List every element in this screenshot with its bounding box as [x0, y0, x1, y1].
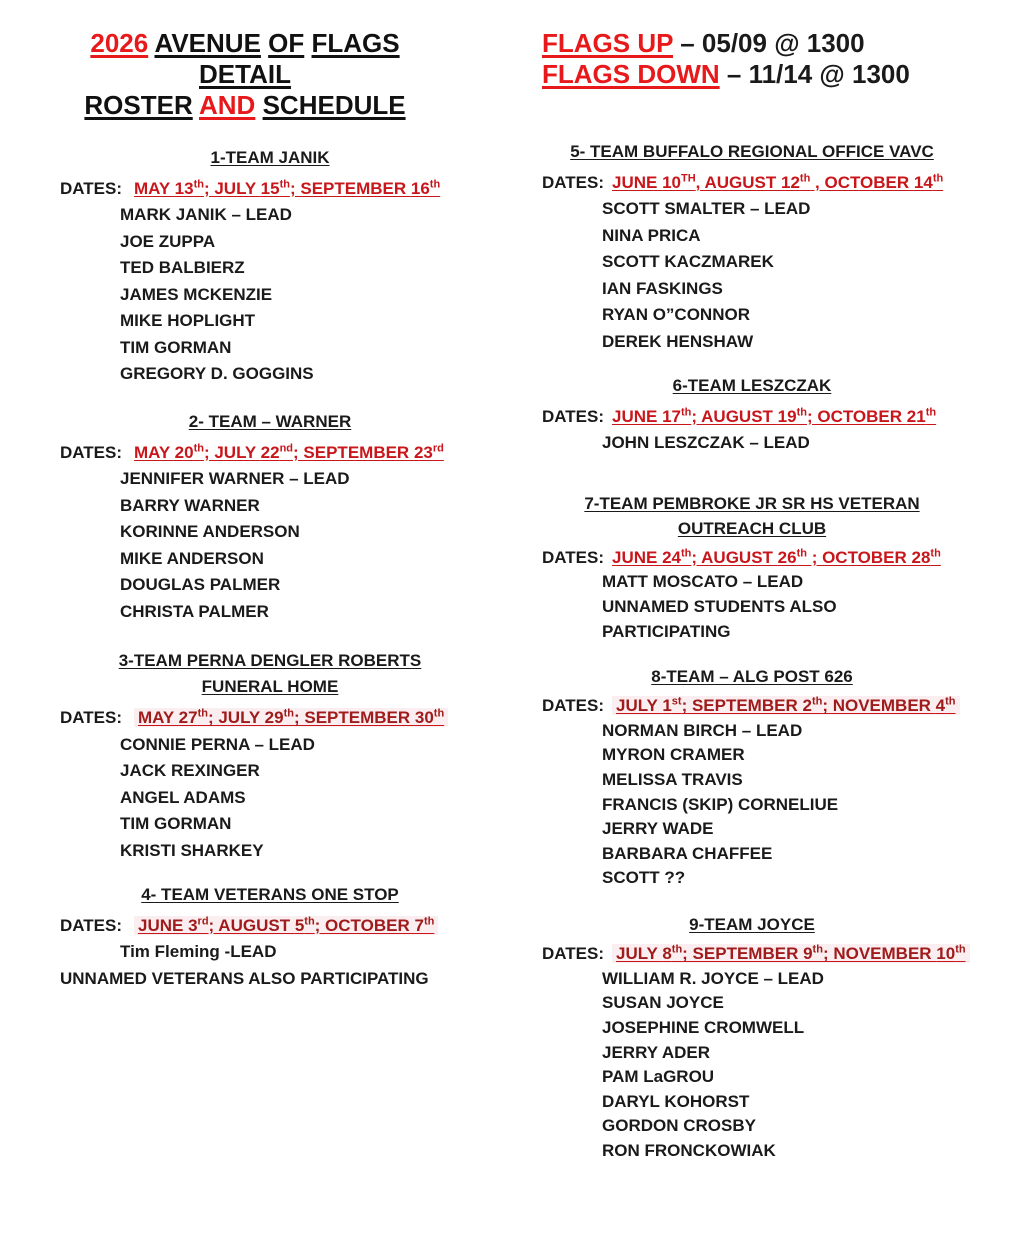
team-header: 2- TEAM – WARNER	[188, 412, 352, 431]
team-dates	[542, 165, 962, 196]
dates-label: DATES:	[542, 547, 605, 567]
team-block	[60, 648, 480, 864]
flags-up-label: FLAGS UP	[542, 28, 673, 58]
team-block	[542, 913, 966, 1164]
team-member: CONNIE PERNA – LEAD	[120, 734, 315, 754]
flags-down-time: – 11/14 @ 1300	[726, 59, 910, 89]
dates-values: JUNE 3rd; AUGUST 5th; OCTOBER 7th	[134, 916, 438, 935]
flags-up-time: – 05/09 @ 1300	[680, 28, 865, 58]
title-word-avenue: AVENUE	[154, 28, 261, 58]
team-dates	[542, 690, 962, 719]
dates-values: MAY 13th; JULY 15th; SEPTEMBER 16th	[134, 178, 441, 199]
team-member: MIKE HOPLIGHT	[120, 311, 256, 331]
team-block	[60, 145, 480, 387]
team-member: TIM GORMAN	[120, 337, 232, 357]
title-year: 2026	[90, 28, 149, 58]
team-member: KORINNE ANDERSON	[120, 522, 300, 542]
team-block	[542, 665, 962, 891]
team-member: SUSAN JOYCE	[602, 993, 724, 1013]
flags-schedule	[542, 28, 1002, 90]
dates-label: DATES:	[542, 407, 605, 427]
team-member: JERRY ADER	[602, 1042, 711, 1062]
team-header: 9-TEAM JOYCE	[689, 915, 815, 934]
team-member: TED BALBIERZ	[120, 258, 245, 278]
team-member: MIKE ANDERSON	[120, 548, 264, 568]
dates-values: MAY 20th; JULY 22nd; SEPTEMBER 23rd	[134, 442, 444, 463]
team-header: 4- TEAM VETERANS ONE STOP	[141, 885, 399, 904]
team-member: KRISTI SHARKEY	[120, 840, 264, 860]
team-dates	[60, 908, 480, 939]
dates-label: DATES:	[60, 916, 123, 936]
title-word-roster: ROSTER	[84, 90, 193, 120]
team-dates	[60, 171, 480, 202]
dates-values: JUNE 10TH, AUGUST 12th , OCTOBER 14th	[612, 172, 944, 193]
team-dates	[542, 541, 962, 570]
team-member: BARRY WARNER	[120, 495, 260, 515]
team-dates	[542, 399, 962, 430]
team-member: JOE ZUPPA	[120, 231, 216, 251]
team-header: 8-TEAM – ALG POST 626	[651, 667, 853, 686]
team-member: MATT MOSCATO – LEAD	[602, 572, 804, 592]
dates-label: DATES:	[60, 708, 123, 728]
team-member: RON FRONCKOWIAK	[602, 1141, 776, 1160]
title-word-and: AND	[199, 90, 256, 120]
team-member: JACK REXINGER	[120, 761, 260, 781]
dates-values: JULY 1st; SEPTEMBER 2th; NOVEMBER 4th	[612, 696, 960, 715]
dates-values: JUNE 24th; AUGUST 26th ; OCTOBER 28th	[612, 547, 941, 567]
team-member: RYAN O”CONNOR	[602, 305, 750, 325]
title-detail: DETAIL	[199, 59, 291, 89]
team-header: 6-TEAM LESZCZAK	[672, 376, 832, 395]
team-member: TIM GORMAN	[120, 814, 232, 834]
dates-values: JULY 8th; SEPTEMBER 9th; NOVEMBER 10th	[612, 944, 970, 963]
team-dates	[60, 435, 480, 466]
team-member: MARK JANIK – LEAD	[120, 205, 292, 225]
team-member: MELISSA TRAVIS	[602, 770, 743, 790]
title-word-flags: FLAGS	[311, 28, 400, 58]
team-block	[542, 139, 962, 355]
team-member: DARYL KOHORST	[602, 1091, 750, 1111]
team-header-continued: FUNERAL HOME	[201, 677, 339, 697]
team-member: PARTICIPATING	[602, 621, 731, 641]
team-member: SCOTT SMALTER – LEAD	[602, 199, 811, 219]
team-member: ANGEL ADAMS	[120, 787, 246, 807]
team-block	[60, 882, 480, 992]
team-member: WILLIAM R. JOYCE – LEAD	[602, 968, 824, 988]
team-block	[542, 373, 962, 457]
team-member: MYRON CRAMER	[602, 745, 745, 765]
team-member: DEREK HENSHAW	[602, 331, 754, 351]
dates-label: DATES:	[542, 944, 605, 964]
dates-values: JUNE 17th; AUGUST 19th; OCTOBER 21th	[612, 406, 937, 427]
document-title	[45, 28, 445, 121]
team-member: DOUGLAS PALMER	[120, 575, 281, 595]
team-member: FRANCIS (SKIP) CORNELIUE	[602, 794, 839, 814]
team-header: 1-TEAM JANIK	[210, 148, 330, 167]
dates-label: DATES:	[542, 696, 605, 716]
team-header: 5- TEAM BUFFALO REGIONAL OFFICE VAVC	[570, 142, 934, 161]
team-member: JENNIFER WARNER – LEAD	[120, 469, 350, 489]
team-member: JERRY WADE	[602, 819, 714, 839]
team-member: SCOTT KACZMAREK	[602, 252, 774, 272]
team-block	[60, 409, 480, 625]
dates-label: DATES:	[60, 179, 123, 199]
title-word-schedule: SCHEDULE	[262, 90, 406, 120]
team-member: CHRISTA PALMER	[120, 601, 269, 621]
team-member: UNNAMED STUDENTS ALSO	[602, 597, 837, 617]
team-member: JAMES MCKENZIE	[120, 284, 273, 304]
team-member: Tim Fleming -LEAD	[120, 942, 277, 962]
team-header: 7-TEAM PEMBROKE JR SR HS VETERAN	[584, 494, 920, 513]
flags-down-label: FLAGS DOWN	[542, 59, 720, 89]
team-header: 3-TEAM PERNA DENGLER ROBERTS	[118, 651, 422, 670]
team-member: IAN FASKINGS	[602, 278, 723, 298]
team-member: GREGORY D. GOGGINS	[120, 363, 314, 383]
team-member: SCOTT ??	[602, 868, 686, 888]
team-block	[542, 492, 962, 644]
team-dates	[542, 938, 966, 967]
team-member: PAM LaGROU	[602, 1067, 715, 1087]
team-dates	[60, 701, 480, 732]
team-member: UNNAMED VETERANS ALSO PARTICIPATING	[60, 968, 429, 988]
team-header-continued: OUTREACH CLUB	[677, 518, 827, 538]
team-member: NINA PRICA	[602, 225, 701, 245]
dates-label: DATES:	[542, 173, 605, 193]
team-member: GORDON CROSBY	[602, 1116, 756, 1136]
team-member: JOSEPHINE CROMWELL	[602, 1018, 805, 1038]
dates-label: DATES:	[60, 443, 123, 463]
dates-values: MAY 27th; JULY 29th; SEPTEMBER 30th	[134, 708, 448, 727]
team-member: BARBARA CHAFFEE	[602, 843, 773, 863]
title-word-of: OF	[268, 28, 305, 58]
team-member: NORMAN BIRCH – LEAD	[602, 720, 803, 740]
team-member: JOHN LESZCZAK – LEAD	[602, 433, 810, 453]
